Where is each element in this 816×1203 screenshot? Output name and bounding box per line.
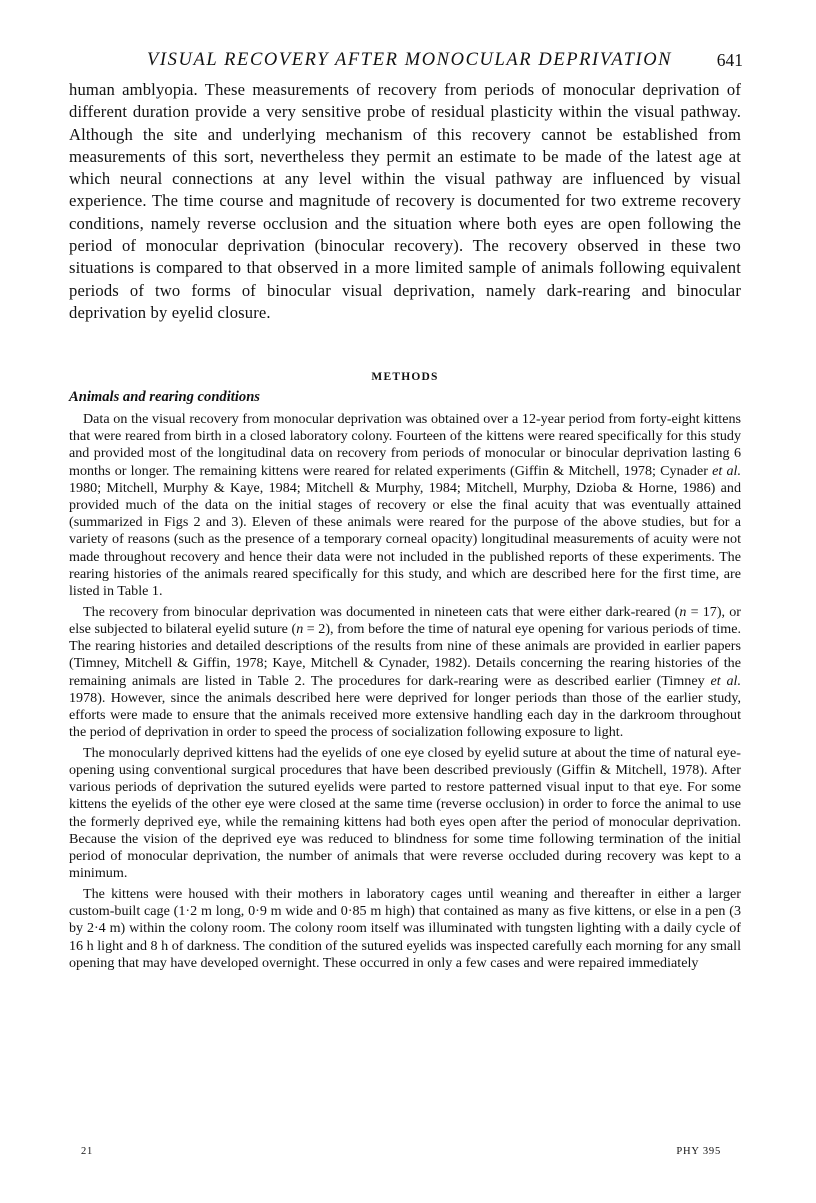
methods-paragraph-2 — [69, 604, 741, 742]
paragraph-text: The recovery from binocular deprivation was documented in nineteen cats that were either dark-reared ( — [83, 603, 680, 620]
et-al-italic: et al. — [712, 462, 741, 479]
methods-paragraph-3: The monocularly deprived kittens had the eyelids of one eye closed by eyelid suture at about the time of natural eye-opening using conventional surgical procedures that have been described previously (Giffin & Mitchell, 1978). After various periods of deprivation the sutured eyelids were parted to restore patterned visual input to that eye. For some kittens the eyelids of the other eye were closed at the same time (reverse occlusion) in order to force the animal to use the formerly deprived eye, while the remaining kittens had both eyes open after the period of monocular deprivation. Because the vision of the deprived eye was reduced to blindness for some time following termination of the initial period of monocular deprivation, the number of animals that were reverse occluded during recovery was kept to a minimum. — [69, 744, 741, 882]
sample-size-variable: n — [296, 620, 304, 637]
sample-size-variable: n — [679, 603, 687, 620]
paragraph-text: 1978). However, since the animals described here were deprived for longer periods than those of the earlier study, efforts were made to ensure that the animals received more extensive handling each day in the darkroom throughout the period of deprivation in order to speed the process of socialization following exposure to light. — [69, 689, 741, 741]
page-number: 641 — [716, 50, 743, 70]
paragraph-text: Data on the visual recovery from monocular deprivation was obtained over a 12-year period from forty-eight kittens that were reared from birth in a closed laboratory colony. Fourteen of the kittens were reared specifically for this study and provided most of the longitudinal data on recovery from periods of monocular or binocular deprivation lasting 6 months or longer. The remaining kittens were reared for related experiments (Giffin & Mitchell, 1978; Cynader — [69, 411, 741, 479]
methods-body — [69, 411, 741, 976]
signature-mark: 21 — [81, 1146, 94, 1157]
methods-heading: METHODS — [371, 371, 439, 383]
running-header — [69, 50, 741, 76]
page-footer — [69, 1146, 741, 1162]
paragraph-text: = 17), or else subjected to bilateral eyelid suture ( — [69, 603, 741, 637]
journal-code: PHY 395 — [676, 1146, 721, 1157]
paragraph-text: = 2), from before the time of natural eye opening for various periods of time. The rearing histories and detailed descriptions of the results from nine of these animals are provided in earlier papers (Timney, Mitchell & Giffin, 1978; Kaye, Mitchell & Cynader, 1982). Details concerning the rearing histories of the remaining animals are listed in Table 2. The procedures for dark-rearing were as described earlier (Timney — [69, 620, 742, 689]
animals-subheading: Animals and rearing conditions — [69, 389, 260, 405]
et-al-italic: et al. — [710, 672, 741, 689]
intro-paragraph: human amblyopia. These measurements of recovery from periods of monocular deprivation of different duration provide a very sensitive probe of residual plasticity within the visual pathway. Although the site and underlying mechanism of this recovery cannot be established from measurements of this sort, nevertheless they permit an estimate to be made of the latest age at which neural connections at any level within the visual pathway are influenced by visual experience. The time course and magnitude of recovery is documented for two extreme recovery conditions, namely reverse occlusion and the situation where both eyes are open following the period of monocular deprivation (binocular recovery). The recovery observed in these two situations is compared to that observed in a more limited sample of animals following equivalent periods of two forms of binocular visual deprivation, namely dark-rearing and binocular deprivation by eyelid closure. — [69, 80, 741, 322]
running-title: VISUAL RECOVERY AFTER MONOCULAR DEPRIVATION — [147, 50, 673, 70]
methods-paragraph-4: The kittens were housed with their mothers in laboratory cages until weaning and thereafter in either a larger custom-built cage (1·2 m long, 0·9 m wide and 0·85 m high) that contained as many as five kittens, or else in a pen (3 by 2·4 m) within the colony room. The colony room itself was illuminated with tungsten lighting with a daily cycle of 16 h light and 8 h of darkness. The condition of the sutured eyelids was inspected carefully each morning for any small opening that may have developed overnight. These occurred in only a few cases and were repaired immediately — [69, 885, 741, 971]
paragraph-text: 1980; Mitchell, Murphy & Kaye, 1984; Mitchell & Murphy, 1984; Mitchell, Murphy, Dzioba & Horne, 1986) and provided much of the data on the initial stages of recovery or else the final acuity that was eventually attained (summarized in Figs 2 and 3). Eleven of these animals were reared for the purpose of the above studies, but for a variety of reasons (such as the presence of a temporary corneal opacity) longitudinal measurements of acuity were not made throughout recovery and hence their data were not included in the published reports of these experiments. The rearing histories of the animals reared specifically for this study, and which are described here for the first time, are listed in Table 1. — [69, 479, 741, 600]
methods-paragraph-1 — [69, 411, 741, 600]
